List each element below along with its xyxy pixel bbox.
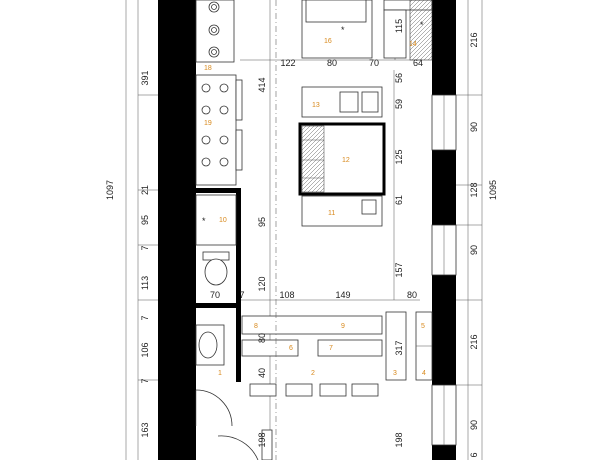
dimensions-left (105, 70, 150, 437)
toilet (203, 252, 229, 285)
chairs (250, 384, 378, 396)
label-12: 12 (342, 157, 350, 164)
label-9: 9 (341, 323, 345, 330)
dim-r-216a: 216 (469, 32, 479, 48)
windows (432, 95, 456, 445)
dim-106: 106 (140, 342, 150, 358)
dim-163: 163 (140, 422, 150, 438)
dim-7a: 7 (140, 245, 150, 251)
dim-198b: 198 (394, 432, 404, 448)
dim-7c: 7 (140, 378, 150, 384)
dim-56: 56 (394, 72, 404, 84)
dim-r-90c: 90 (469, 419, 479, 431)
label-16: 16 (324, 38, 332, 45)
label-18: 18 (204, 65, 212, 72)
door-swings (196, 390, 272, 460)
asterisk-bed: * (341, 25, 345, 35)
dim-113: 113 (140, 275, 150, 291)
dim-80a: 80 (326, 58, 338, 68)
dim-115: 115 (394, 18, 404, 34)
dim-95: 95 (140, 214, 150, 226)
dim-80c: 80 (257, 332, 267, 344)
dim-7b: 7 (140, 315, 150, 321)
dim-r-90a: 90 (469, 121, 479, 133)
stove-units (196, 0, 242, 185)
dim-391: 391 (140, 70, 150, 86)
label-19: 19 (204, 120, 212, 127)
label-3: 3 (393, 370, 397, 377)
dim-r-128: 128 (469, 182, 479, 198)
dim-7d: 7 (239, 290, 245, 300)
label-6: 6 (289, 345, 293, 352)
dim-198a: 198 (257, 432, 267, 448)
dim-r-6: 6 (469, 452, 479, 458)
label-1: 1 (218, 370, 222, 377)
dim-317: 317 (394, 340, 404, 356)
bathroom-sink (196, 325, 224, 365)
label-8: 8 (254, 323, 258, 330)
label-13: 13 (312, 102, 320, 109)
dim-40: 40 (257, 367, 267, 379)
dim-64: 64 (412, 58, 424, 68)
dim-414: 414 (257, 77, 267, 93)
dim-80b: 80 (406, 290, 418, 300)
dim-21: 21 (140, 184, 150, 196)
bed (302, 0, 372, 58)
dim-59: 59 (394, 98, 404, 110)
dim-70a: 70 (368, 58, 380, 68)
dimensions-right (469, 32, 498, 457)
label-2: 2 (311, 370, 315, 377)
dim-122: 122 (280, 58, 296, 68)
dim-157: 157 (394, 262, 404, 278)
dim-r-90b: 90 (469, 244, 479, 256)
dim-108: 108 (279, 290, 295, 300)
cabinet-11 (302, 196, 382, 226)
dim-125: 125 (394, 149, 404, 165)
label-4: 4 (422, 370, 426, 377)
dim-r-216b: 216 (469, 334, 479, 350)
asterisk-shelf: * (420, 20, 424, 30)
dim-61: 61 (394, 194, 404, 206)
asterisk-box10: * (202, 216, 206, 226)
label-14: 14 (409, 41, 417, 48)
dim-1097: 1097 (105, 179, 115, 201)
dim-95b: 95 (257, 216, 267, 228)
label-7: 7 (329, 345, 333, 352)
label-11: 11 (328, 210, 336, 217)
dim-70b: 70 (209, 290, 221, 300)
dim-r-1095: 1095 (488, 179, 498, 201)
label-5: 5 (421, 323, 425, 330)
label-10: 10 (219, 217, 227, 224)
dim-149: 149 (335, 290, 351, 300)
dim-120: 120 (257, 276, 267, 292)
